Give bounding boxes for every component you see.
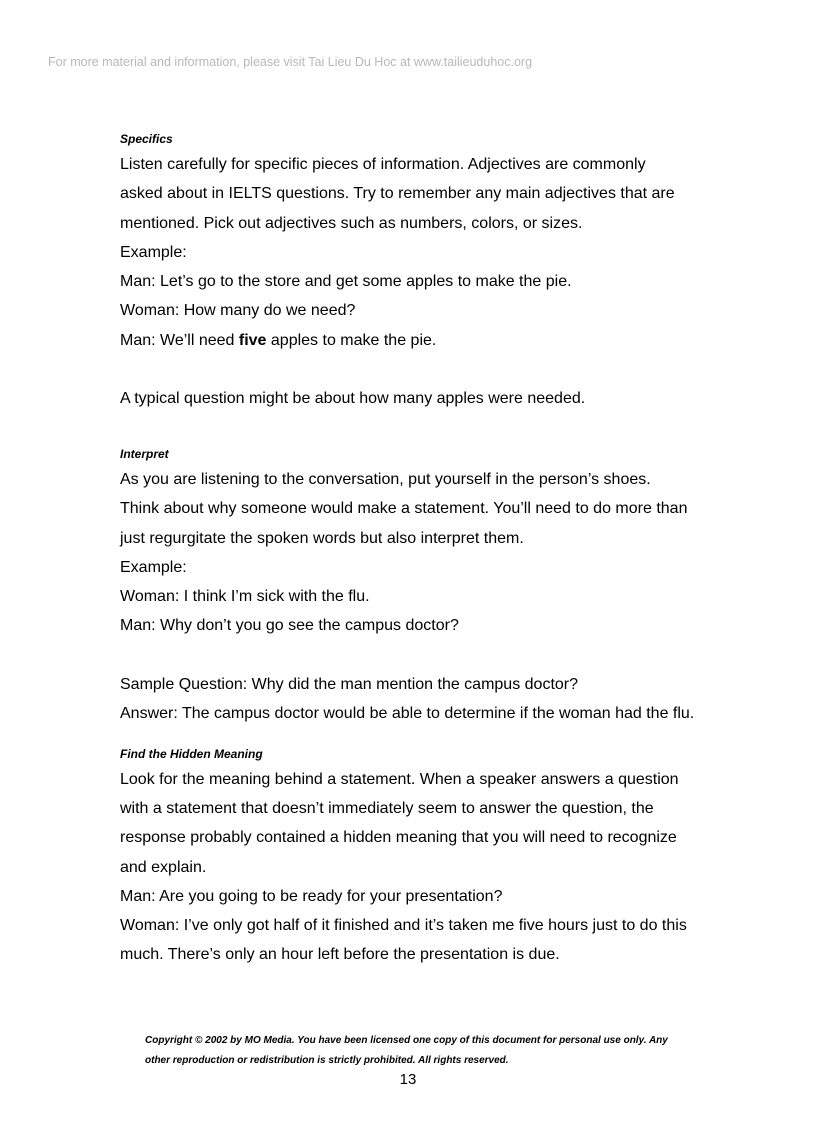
dialogue-line: Man: Why don’t you go see the campus doctor? xyxy=(120,617,459,635)
spacer xyxy=(120,641,720,670)
bold-word: five xyxy=(238,331,267,349)
copyright-footer xyxy=(145,1031,745,1071)
paragraph-line: Listen carefully for specific pieces of information. Adjectives are commonly xyxy=(120,156,646,173)
section-heading-interpret: Interpret xyxy=(120,446,169,461)
dialogue-line: Man: Let’s go to the store and get some apples to make the pie. xyxy=(120,273,572,291)
paragraph-line: just regurgitate the spoken words but also interpret them. xyxy=(120,529,524,547)
text-after-bold: apples to make the pie. xyxy=(266,331,437,349)
paragraph-line: mentioned. Pick out adjectives such as numbers, colors, or sizes. xyxy=(120,214,583,232)
paragraph-line: Think about why someone would make a statement. You’ll need to do more than xyxy=(120,500,688,518)
example-label: Example: xyxy=(120,558,187,576)
paragraph-line: asked about in IELTS questions. Try to remember any main adjectives that are xyxy=(120,185,675,203)
paragraph-line: As you are listening to the conversation, put yourself in the person’s shoes. xyxy=(120,470,651,488)
text-before-bold: Man: We’ll need xyxy=(120,331,239,349)
page-content xyxy=(120,128,720,970)
note-line: A typical question might be about how many apples were needed. xyxy=(120,390,586,408)
copyright-line: Copyright © 2002 by MO Media. You have been licensed one copy of this document for personal use only. Any xyxy=(145,1035,668,1046)
spacer xyxy=(120,355,720,384)
paragraph-line: with a statement that doesn’t immediately seem to answer the question, the xyxy=(120,799,654,817)
paragraph-line: Look for the meaning behind a statement. When a speaker answers a question xyxy=(120,770,679,788)
sample-question: Sample Question: Why did the man mention the campus doctor? xyxy=(120,676,579,694)
page-number: 13 xyxy=(399,1071,417,1088)
spacer xyxy=(120,729,720,743)
copyright-line: other reproduction or redistribution is strictly prohibited. All rights reserved. xyxy=(145,1055,509,1066)
dialogue-line-bold xyxy=(120,326,720,355)
dialogue-line: Woman: I think I’m sick with the flu. xyxy=(120,588,370,606)
sample-answer: Answer: The campus doctor would be able to determine if the woman had the flu. xyxy=(120,705,695,723)
spacer xyxy=(120,414,720,443)
section-heading-hidden-meaning: Find the Hidden Meaning xyxy=(120,746,263,761)
example-label: Example: xyxy=(120,243,187,261)
dialogue-line: much. There’s only an hour left before the presentation is due. xyxy=(120,946,560,964)
watermark-text: For more material and information, please visit Tai Lieu Du Hoc at www.tailieuduhoc.org xyxy=(48,55,533,69)
dialogue-line: Woman: How many do we need? xyxy=(120,302,356,320)
paragraph-line: response probably contained a hidden meaning that you will need to recognize xyxy=(120,829,677,847)
paragraph-line: and explain. xyxy=(120,858,207,876)
dialogue-line: Man: Are you going to be ready for your presentation? xyxy=(120,887,503,905)
section-heading-specifics: Specifics xyxy=(120,132,173,146)
dialogue-line: Woman: I’ve only got half of it finished and it’s taken me five hours just to do this xyxy=(120,917,687,935)
